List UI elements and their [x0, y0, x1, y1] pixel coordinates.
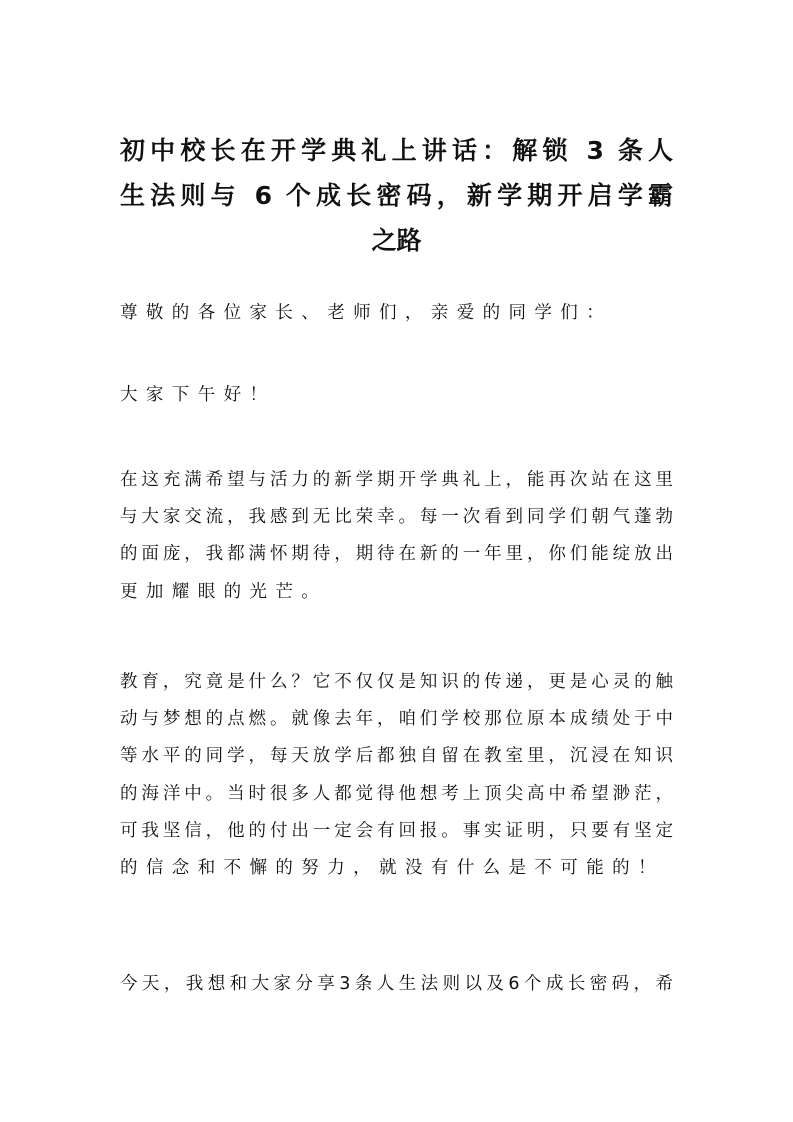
document-title — [120, 128, 673, 263]
body-paragraph — [120, 966, 673, 1003]
body-paragraph — [120, 664, 673, 887]
text-line: 今天，我想和大家分享3条人生法则以及6个成长密码，希 — [120, 974, 673, 994]
text-line: 教育，究竟是什么？它不仅仅是知识的传递，更是心灵的触 — [120, 672, 673, 692]
text-line: 尊敬的各位家长、老师们，亲爱的同学们： — [120, 303, 613, 323]
text-line: 可我坚信，他的付出一定会有回报。事实证明，只要有坚定 — [120, 820, 673, 841]
greeting-paragraph — [120, 377, 673, 414]
text-line: 的信念和不懈的努力，就没有什么是不可能的！ — [120, 858, 664, 879]
text-line: 的海洋中。当时很多人都觉得他想考上顶尖高中希望渺茫， — [120, 783, 673, 804]
text-line: 的面庞，我都满怀期待，期待在新的一年里，你们能绽放出 — [120, 544, 673, 565]
salutation-paragraph — [120, 295, 673, 332]
title-line: 之路 — [371, 226, 422, 255]
text-line: 等水平的同学，每天放学后都独自留在教室里，沉浸在知识 — [120, 746, 673, 767]
text-line: 大家下午好！ — [120, 385, 276, 405]
text-line: 动与梦想的点燃。就像去年，咱们学校那位原本成绩处于中 — [120, 709, 673, 730]
body-paragraph — [120, 462, 673, 611]
title-line: 初中校长在开学典礼上讲话：解锁 3 条人 — [120, 136, 673, 165]
text-line: 在这充满希望与活力的新学期开学典礼上，能再次站在这里 — [120, 470, 673, 490]
text-line: 更加耀眼的光芒。 — [120, 581, 328, 602]
title-line: 生法则与 6 个成长密码，新学期开启学霸 — [120, 181, 673, 210]
text-line: 与大家交流，我感到无比荣幸。每一次看到同学们朝气蓬勃 — [120, 507, 673, 528]
